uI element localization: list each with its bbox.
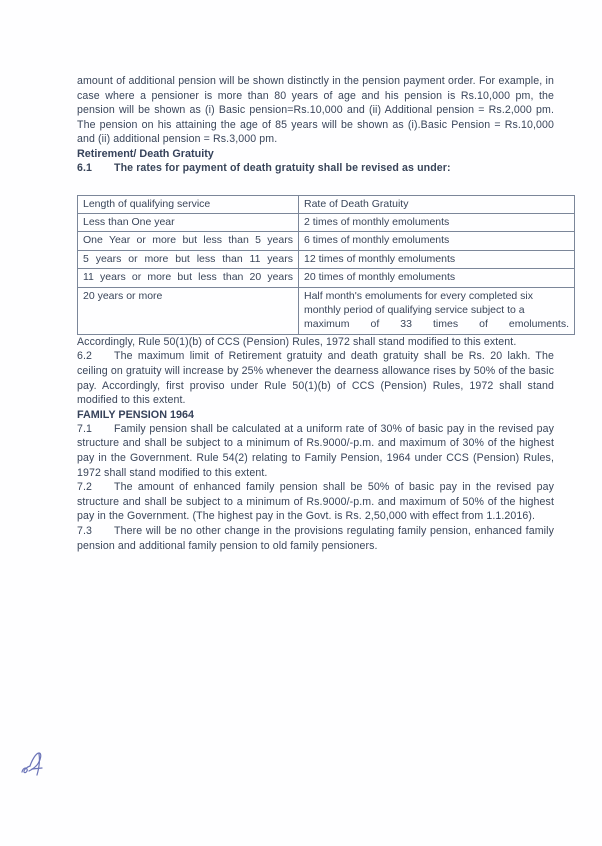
table-cell-rate-3: 12 times of monthly emoluments <box>299 250 575 268</box>
section-7-3 <box>77 524 554 553</box>
document-content <box>77 74 569 553</box>
section-6-2-text: The maximum limit of Retirement gratuity and death gratuity shall be Rs. 20 lakh. The ceiling on gratuity will increase by 25% whenever the dearness allowance rises by 50% of the basic pay. Accordingly, first proviso under Rule 50(1)(b) of CCS (Pension) Rules, 1972 shall stand modified to this extent. <box>77 350 554 407</box>
section-7-2-number: 7.2 <box>77 481 93 494</box>
section-7-3-text: There will be no other change in the provisions regulating family pension, enhanced family pension and additional family pension to old family pensioners. <box>77 524 554 552</box>
section-6-2 <box>77 349 554 407</box>
section-6-2-number: 6.2 <box>77 350 93 363</box>
table-cell-rate-2: 6 times of monthly emoluments <box>299 232 575 250</box>
section-7-2-text: The amount of enhanced family pension shall be 50% of basic pay in the revised pay structure and shall be subject to a minimum of Rs.9000/-p.m. and maximum of 50% of the highest pay in the Government. (The highest pay in the Govt. is Rs. 2,50,000 with effect from 1.1.2016). <box>77 481 554 523</box>
table-header-row <box>78 195 575 213</box>
table-cell-service-3: 5 years or more but less than 11 years <box>78 250 299 268</box>
table-cell-rate-1: 2 times of monthly emoluments <box>299 213 575 231</box>
table-cell-service-2: One Year or more but less than 5 years <box>78 232 299 250</box>
table-row <box>78 213 575 231</box>
table-cell-service-5: 20 years or more <box>78 287 299 334</box>
section-6-1 <box>77 161 554 176</box>
heading-family-pension: FAMILY PENSION 1964 <box>77 408 195 421</box>
table-cell-rate-4: 20 times of monthly emoluments <box>299 269 575 287</box>
table-header-rate-of-gratuity: Rate of Death Gratuity <box>299 195 575 213</box>
table-cell-rate-5: Half month's emoluments for every completed six monthly period of qualifying service subject to a maximum of 33 times of emoluments. <box>299 287 575 334</box>
section-7-1-number: 7.1 <box>77 422 93 435</box>
paragraph-accordingly: Accordingly, Rule 50(1)(b) of CCS (Pension) Rules, 1972 shall stand modified to this extent. <box>77 335 517 348</box>
section-6-1-text: The rates for payment of death gratuity shall be revised as under: <box>114 161 451 174</box>
death-gratuity-table <box>77 195 575 335</box>
section-6-1-number: 6.1 <box>77 161 93 174</box>
table-row <box>78 250 575 268</box>
table-row <box>78 269 575 287</box>
section-7-2 <box>77 480 554 524</box>
table-row <box>78 232 575 250</box>
paragraph-intro: amount of additional pension will be shown distinctly in the pension payment order. For example, in case where a pensioner is more than 80 years of age and his pension is Rs.10,000 pm, the pension will be shown as (i) Basic pension=Rs.10,000 and (ii) Additional pension = Rs.2,000 pm. The pension on his attaining the age of 85 years will be shown as (i).Basic Pension = Rs.10,000 and (ii) additional pension = Rs.3,000 pm. <box>77 75 554 146</box>
section-7-1-text: Family pension shall be calculated at a uniform rate of 30% of basic pay in the revised pay structure and shall be subject to a minimum of Rs.9000/-p.m. and maximum of 30% of the highest pay in the Government. Rule 54(2) relating to Family Pension, 1964 under CCS (Pension) Rules, 1972 shall stand modified to this extent. <box>77 422 554 479</box>
heading-retirement-death-gratuity: Retirement/ Death Gratuity <box>77 147 214 160</box>
table-cell-service-4: 11 years or more but less than 20 years <box>78 269 299 287</box>
table-cell-service-1: Less than One year <box>78 213 299 231</box>
table-row <box>78 287 575 334</box>
table-header-length-of-service: Length of qualifying service <box>78 195 299 213</box>
section-7-3-number: 7.3 <box>77 524 93 537</box>
section-7-1 <box>77 422 554 480</box>
handwritten-signature-mark <box>18 748 58 782</box>
